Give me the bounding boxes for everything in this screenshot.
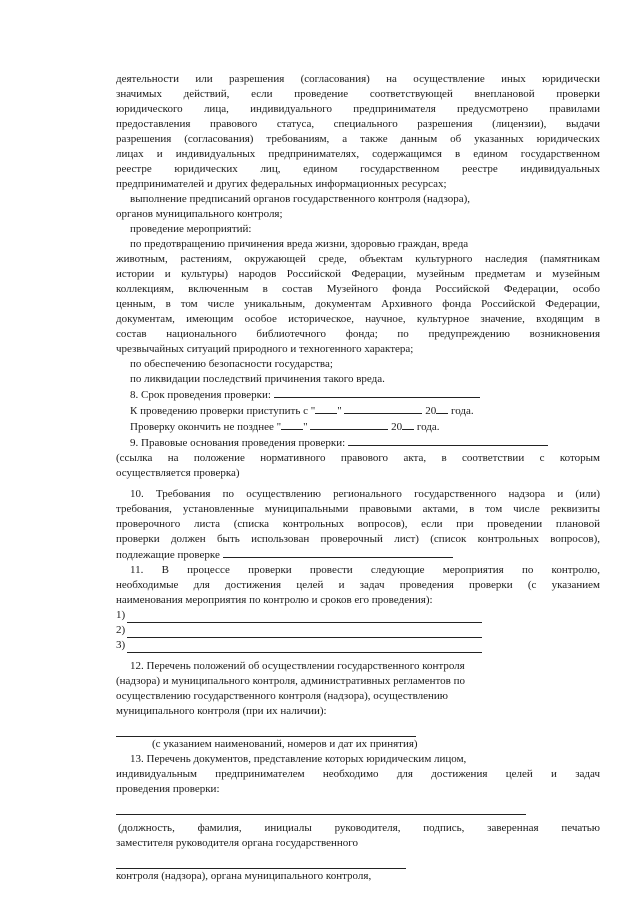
signature-note: (должность, фамилия, инициалы руководителя, подпись, заверенная печатью (118, 822, 600, 834)
activity-number: 3) (116, 639, 126, 651)
legal-basis-label: 9. Правовые основания проведения проверки: (130, 437, 346, 449)
term-label: 8. Срок проведения проверки: (130, 389, 271, 401)
item-10-requirements (116, 487, 600, 563)
signature-block (116, 821, 600, 884)
end-suffix: года. (416, 421, 440, 433)
document-page (116, 72, 600, 884)
paragraph-line: реестре юридических лиц, едином государственном реестре индивидуальных (116, 163, 600, 175)
paragraph-line: ценным, в том числе уникальным, документам Архивного фонда Российской Федерации, (116, 298, 600, 310)
paragraph-line: 10. Требования по осуществлению регионального государственного надзора и (или) (130, 488, 600, 500)
activity-number: 1) (116, 609, 126, 621)
paragraph-line: по обеспечению безопасности государства; (130, 358, 333, 370)
activity-row (116, 623, 600, 638)
paragraph-line: проверки должен быть использован проверочный лист) (список контрольных вопросов), (116, 533, 600, 545)
start-month-field[interactable] (344, 403, 422, 414)
paragraph-line: чрезвычайных ситуаций природного и техногенного характера; (116, 343, 414, 355)
end-year-prefix: 20 (391, 421, 403, 433)
paragraph-line: 12. Перечень положений об осуществлении государственного контроля (130, 660, 465, 672)
subject-label: подлежащие проверке (116, 549, 220, 561)
paragraph-line: требования, установленные муниципальными правовыми актами, в том числе реквизиты (116, 503, 600, 515)
section-a (116, 72, 600, 192)
paragraph-line: муниципального контроля (при их наличии): (116, 705, 327, 717)
paragraph-line: состав национального библиотечного фонда; по предупреждению возникновения (116, 328, 600, 340)
end-month-field[interactable] (310, 419, 388, 430)
end-date-line (116, 419, 600, 435)
item-13-documents (116, 752, 600, 815)
activity-row (116, 638, 600, 653)
subject-field[interactable] (223, 547, 453, 558)
paragraph-line: проведения проверки: (116, 783, 220, 795)
item-11-activities (116, 563, 600, 653)
paragraph-line: по предотвращению причинения вреда жизни, здоровью граждан, вреда (130, 238, 469, 250)
end-quote: " (303, 421, 308, 433)
paragraph-line: деятельности или разрешения (согласования) на осуществление иных юридически (116, 73, 600, 85)
paragraph-line: 11. В процессе проверки провести следующие мероприятия по контролю, (130, 564, 600, 576)
activity-field[interactable] (127, 627, 482, 638)
activity-row (116, 608, 600, 623)
paragraph-line: животным, растениям, окружающей среде, объектам культурного наследия (памятникам (116, 253, 600, 265)
item-9-legal-basis (116, 435, 600, 481)
start-suffix: года. (450, 405, 474, 417)
paragraph-line: коллекциям, включенным в состав Музейного фонда Российской Федерации, особо (116, 283, 600, 295)
start-day-field[interactable] (315, 403, 337, 414)
paragraph-line: наименования мероприятия по контролю и сроков его проведения): (116, 594, 433, 606)
end-year-field[interactable] (402, 419, 414, 430)
paragraph-line: выполнение предписаний органов государственного контроля (надзора), (130, 193, 471, 205)
start-date-line (116, 403, 600, 419)
paragraph-line: (надзора) и муниципального контроля, административных регламентов по (116, 675, 466, 687)
term-field[interactable] (274, 387, 480, 398)
activity-field[interactable] (127, 612, 482, 623)
item-12-regulations (116, 659, 600, 752)
legal-basis-field[interactable] (348, 435, 548, 446)
section-b (116, 192, 600, 387)
paragraph-line: разрешения (согласования) требованиям, а также данным об указанных юридических (116, 133, 600, 145)
signature-note: заместителя руководителя органа государственного (116, 837, 358, 849)
signature-note: контроля (надзора), органа муниципального контроля, (116, 870, 372, 882)
start-year-prefix: 20 (425, 405, 437, 417)
paragraph-line: органов муниципального контроля; (116, 208, 283, 220)
start-year-field[interactable] (436, 403, 448, 414)
paragraph-line: индивидуальным предпринимателем необходимо для достижения целей и задач (116, 768, 600, 780)
regulations-note: (с указанием наименований, номеров и дат их принятия) (152, 738, 418, 750)
paragraph-line: необходимые для достижения целей и задач проведения проверки (с указанием (116, 579, 600, 591)
paragraph-line: юридического лица, индивидуального предпринимателя предусмотрено правилами (116, 103, 600, 115)
subject-line (116, 547, 600, 563)
paragraph-line: истории и культуры) народов Российской Федерации, музейным предметам и музейным (116, 268, 600, 280)
activity-number: 2) (116, 624, 126, 636)
item-8-term (116, 387, 600, 435)
legal-basis-note: осуществляется проверка) (116, 467, 240, 479)
paragraph-line: предпринимателей и других федеральных информационных ресурсах; (116, 178, 447, 190)
paragraph-line: значимых действий, если проведение соответствующей внеплановой проверки (116, 88, 600, 100)
paragraph-line: предоставления правового статуса, специального разрешения (лицензии), выдачи (116, 118, 600, 130)
paragraph-line: проведение мероприятий: (130, 223, 252, 235)
paragraph-line: лицах и индивидуальных предпринимателях, содержащимся в едином государственном (116, 148, 600, 160)
end-day-field[interactable] (281, 419, 303, 430)
paragraph-line: осуществлению государственного контроля (надзора), осуществлению (116, 690, 448, 702)
activity-field[interactable] (127, 642, 482, 653)
start-prefix: К проведению проверки приступить с " (130, 405, 316, 417)
start-quote: " (337, 405, 342, 417)
paragraph-line: по ликвидации последствий причинения такого вреда. (130, 373, 385, 385)
paragraph-line: 13. Перечень документов, представление которых юридическим лицом, (130, 753, 467, 765)
term-line (116, 387, 600, 403)
paragraph-line: проверочного листа (списка контрольных вопросов), если при проведении плановой (116, 518, 600, 530)
paragraph-line: документам, имеющим особое историческое, научное, культурное значение, входящим в (116, 313, 600, 325)
legal-basis-line (116, 435, 600, 451)
end-prefix: Проверку окончить не позднее " (130, 421, 282, 433)
legal-basis-note: (ссылка на положение нормативного правового акта, в соответствии с которым (116, 452, 600, 464)
